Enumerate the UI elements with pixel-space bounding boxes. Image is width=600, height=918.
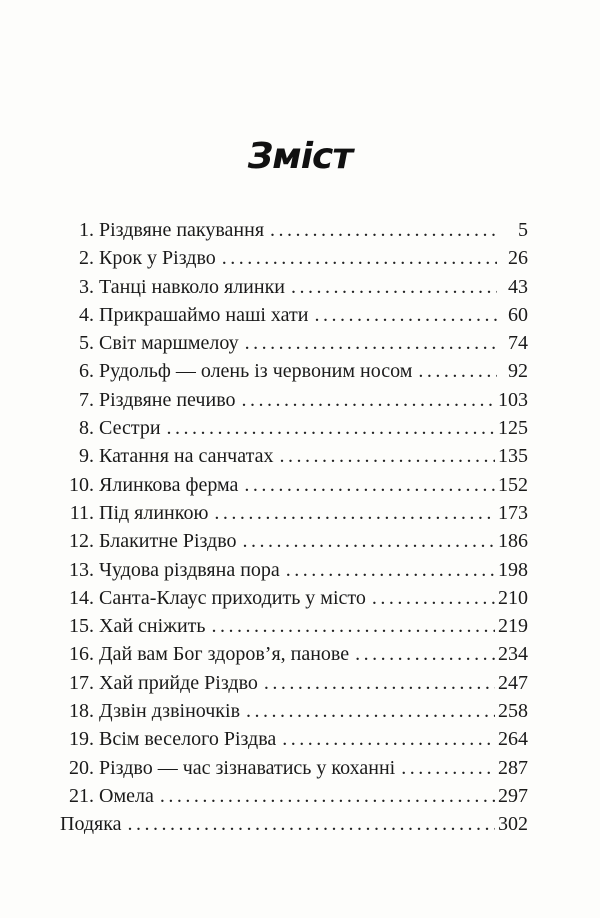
dot-leader (291, 276, 497, 299)
page-number: 264 (498, 728, 528, 751)
page-number: 103 (498, 388, 528, 411)
chapter-number: 8. (79, 417, 94, 440)
toc-entry (60, 360, 528, 388)
page-number: 74 (508, 332, 528, 355)
chapter-number: 1. (79, 219, 94, 241)
dot-leader (222, 247, 497, 270)
dot-leader (167, 417, 495, 440)
chapter-title: Різдвяне печиво (99, 388, 236, 411)
chapter-title: Дзвін дзвіночків (99, 700, 241, 723)
chapter-title: Ялинкова ферма (99, 473, 239, 496)
page-number: 234 (498, 643, 528, 666)
toc-entry (60, 615, 528, 643)
chapter-number: 10. (69, 473, 94, 496)
table-of-contents (60, 219, 528, 842)
chapter-number: 18. (69, 700, 94, 723)
chapter-title: Крок у Різдво (99, 247, 216, 270)
dot-leader (243, 530, 495, 553)
chapter-number: 13. (69, 558, 94, 581)
toc-entry (60, 304, 528, 332)
toc-entry (60, 389, 528, 417)
chapter-number: 5. (79, 332, 94, 355)
page-number: 210 (498, 586, 528, 609)
toc-entry (60, 785, 528, 813)
chapter-title: Рудольф — олень із червоним носом (99, 360, 413, 383)
toc-entry-acknowledgements (60, 813, 528, 841)
page-number: 135 (498, 445, 528, 468)
chapter-title: Всім веселого Різдва (99, 728, 277, 751)
dot-leader (214, 502, 495, 525)
chapter-title: Прикрашаймо наші хати (99, 303, 309, 326)
chapter-number: 21. (69, 784, 94, 807)
page-number: 198 (498, 558, 528, 581)
page-number: 5 (518, 219, 528, 241)
toc-entry (60, 587, 528, 615)
chapter-title: Різдво — час зізнаватись у коханні (99, 756, 396, 779)
toc-entry (60, 559, 528, 587)
toc-entry (60, 672, 528, 700)
dot-leader (355, 643, 495, 666)
chapter-number: 16. (69, 643, 94, 666)
chapter-number: 7. (79, 388, 94, 411)
chapter-title: Чудова різдвяна пора (99, 558, 280, 581)
chapter-number: 12. (69, 530, 94, 553)
chapter-number: 20. (69, 756, 94, 779)
dot-leader (160, 785, 495, 808)
dot-leader (282, 728, 495, 751)
page-number: 125 (498, 417, 528, 440)
page-number: 219 (498, 615, 528, 638)
chapter-number: 4. (79, 303, 94, 326)
chapter-title: Різдвяне пакування (99, 219, 265, 241)
chapter-title: Під ялинкою (99, 501, 209, 524)
chapter-title: Катання на санчатах (99, 445, 274, 468)
chapter-number: 15. (69, 615, 94, 638)
page-number: 152 (498, 473, 528, 496)
page-number: 287 (498, 756, 528, 779)
dot-leader (128, 813, 495, 836)
dot-leader (212, 615, 495, 638)
page-number: 173 (498, 501, 528, 524)
dot-leader (246, 700, 495, 723)
dot-leader (286, 559, 495, 582)
dot-leader (279, 445, 495, 468)
dot-leader (418, 360, 497, 383)
chapter-title: Дай вам Бог здоров’я, панове (99, 643, 350, 666)
page-number: 60 (508, 303, 528, 326)
chapter-title: Хай прийде Різдво (99, 671, 258, 694)
chapter-title: Світ маршмелоу (99, 332, 239, 355)
toc-entry (60, 417, 528, 445)
chapter-number: 6. (79, 360, 94, 383)
page-number: 26 (508, 247, 528, 270)
chapter-number: 19. (69, 728, 94, 751)
chapter-number: 3. (79, 275, 94, 298)
page-number: 247 (498, 671, 528, 694)
page-number: 186 (498, 530, 528, 553)
chapter-title: Сестри (99, 417, 161, 440)
chapter-number: 17. (69, 671, 94, 694)
chapter-title: Санта-Клаус приходить у місто (99, 586, 366, 609)
chapter-title: Танці навколо ялинки (99, 275, 286, 298)
dot-leader (264, 672, 495, 695)
page-number: 258 (498, 700, 528, 723)
dot-leader (242, 389, 495, 412)
toc-entry (60, 757, 528, 785)
page-number: 302 (498, 813, 528, 836)
page-number: 297 (498, 784, 528, 807)
dot-leader (314, 304, 497, 327)
dot-leader (245, 332, 497, 355)
page-number: 43 (508, 275, 528, 298)
toc-entry (60, 474, 528, 502)
toc-entry (60, 728, 528, 756)
chapter-title: Хай сніжить (99, 615, 206, 638)
chapter-number: 2. (79, 247, 94, 270)
toc-entry (60, 700, 528, 728)
chapter-title: Блакитне Різдво (99, 530, 237, 553)
dot-leader (270, 219, 497, 242)
toc-entry (60, 643, 528, 671)
toc-entry (60, 276, 528, 304)
dot-leader (244, 474, 495, 497)
dot-leader (372, 587, 495, 610)
toc-entry (60, 332, 528, 360)
chapter-number: 11. (69, 501, 94, 524)
page-number: 92 (508, 360, 528, 383)
acknowledgements-title: Подяка (60, 813, 122, 836)
toc-entry (60, 219, 528, 247)
chapter-title: Омела (99, 784, 154, 807)
chapter-number: 14. (69, 586, 94, 609)
dot-leader (401, 757, 495, 780)
chapter-number: 9. (79, 445, 94, 468)
toc-entry (60, 502, 528, 530)
page-title: Зміст (247, 136, 353, 177)
toc-entry (60, 247, 528, 275)
toc-entry (60, 445, 528, 473)
toc-entry (60, 530, 528, 558)
